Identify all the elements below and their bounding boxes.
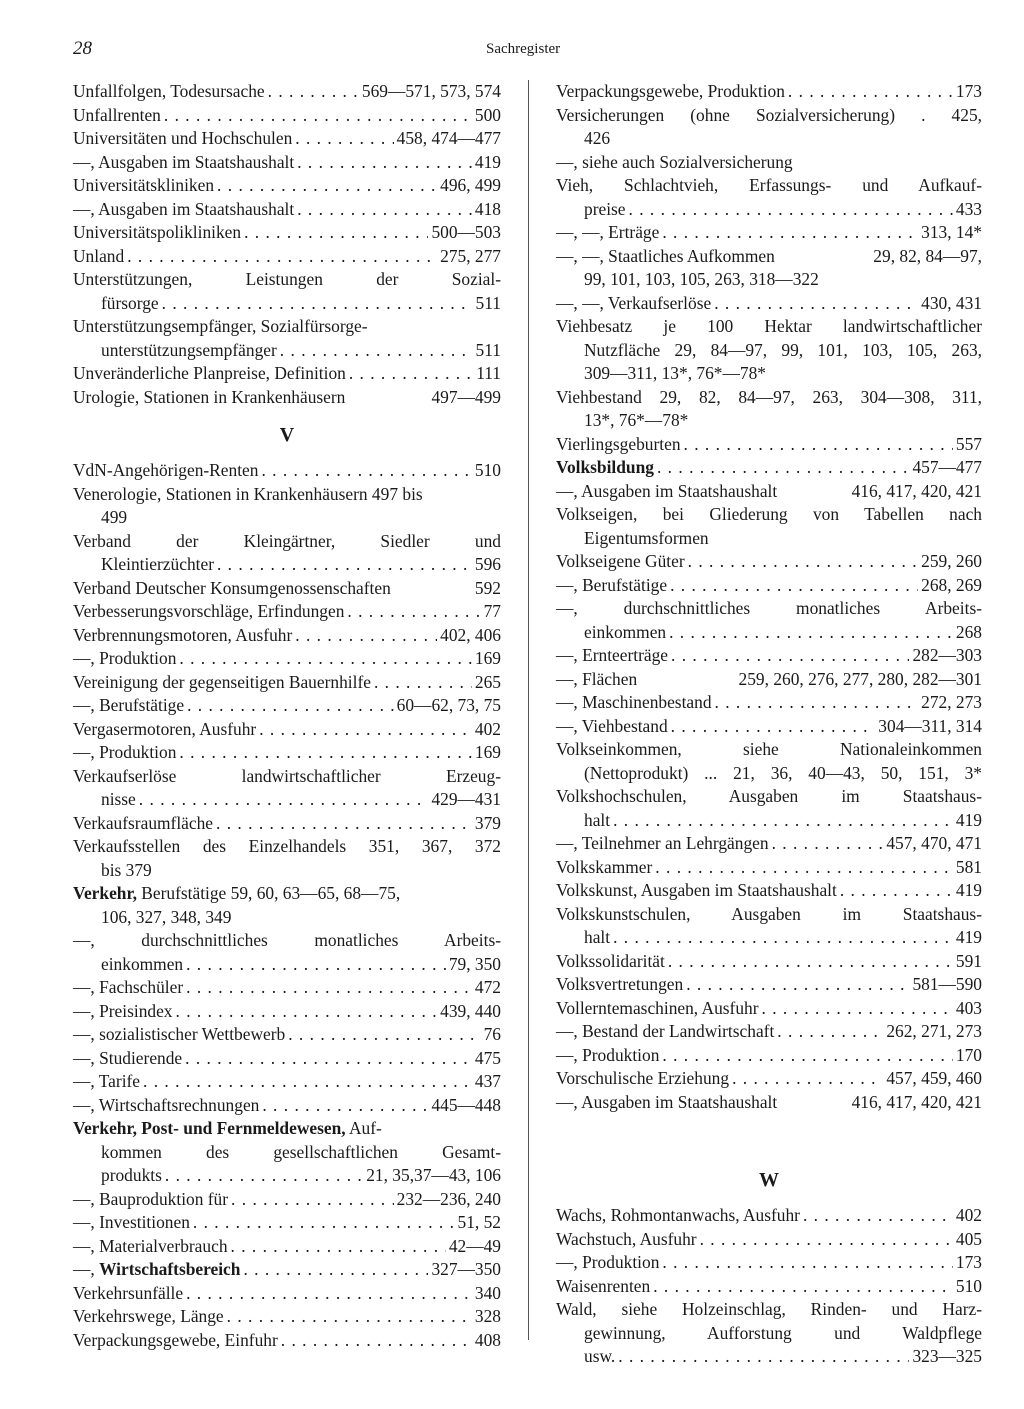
index-entry: Volksbildung . . . 457—477 bbox=[556, 456, 982, 480]
index-entry: usw. . . . 323—325 bbox=[556, 1345, 982, 1369]
index-entry: Verbesserungsvorschläge, Erfindungen . . . 77 bbox=[73, 600, 501, 624]
leader-dots bbox=[217, 553, 472, 577]
index-entry-line: Volkseigen, bei Gliederung von Tabellen nach bbox=[556, 504, 982, 524]
leader-dots bbox=[762, 997, 953, 1021]
leader-dots bbox=[288, 1023, 480, 1047]
index-entry: Waisenrenten . . . 510 bbox=[556, 1275, 982, 1299]
index-entry: —, Bestand der Landwirtschaft . . . 262, 271, 273 bbox=[556, 1020, 982, 1044]
index-entry: —, —, Verkaufserlöse . . . 430, 431 bbox=[556, 292, 982, 316]
index-entry: —, —, Erträge . . . 313, 14* bbox=[556, 221, 982, 245]
leader-dots bbox=[262, 1094, 428, 1118]
index-entry: Unveränderliche Planpreise, Definition . . . 111 bbox=[73, 362, 501, 386]
leader-dots bbox=[139, 788, 429, 812]
index-entry: —, Maschinenbestand . . . 272, 273 bbox=[556, 691, 982, 715]
index-entry: Wachs, Rohmontanwachs, Ausfuhr . . . 402 bbox=[556, 1204, 982, 1228]
leader-dots bbox=[668, 950, 953, 974]
index-entry-line: Viehbesatz je 100 Hektar landwirtschaftlicher bbox=[556, 316, 982, 336]
index-entry-line: —, siehe auch Sozialversicherung bbox=[556, 151, 793, 172]
leader-dots bbox=[281, 1329, 472, 1353]
leader-dots bbox=[347, 600, 480, 624]
bold-keyword: Volksbildung bbox=[556, 457, 654, 477]
index-entry: halt . . . 419 bbox=[556, 926, 982, 950]
index-entry-line: gewinnung, Aufforstung und Waldpflege bbox=[584, 1322, 982, 1343]
index-entry: Verpackungsgewebe, Produktion . . . 173 bbox=[556, 80, 982, 104]
leader-dots bbox=[261, 459, 471, 483]
section-letter-w: W bbox=[759, 1169, 779, 1191]
index-entry: —, Produktion . . . 169 bbox=[73, 647, 501, 671]
leader-dots bbox=[669, 621, 953, 645]
index-entry-line: 426 bbox=[584, 128, 611, 148]
leader-dots bbox=[349, 362, 473, 386]
index-entry: produkts . . . 21, 35,37—43, 106 bbox=[73, 1164, 501, 1188]
leader-dots bbox=[179, 741, 472, 765]
running-title: Sachregister bbox=[486, 41, 561, 57]
leader-dots bbox=[295, 624, 437, 648]
index-entry-line: Volkseinkommen, siehe Nationaleinkommen bbox=[556, 739, 982, 759]
index-entry: Verkaufsraumfläche . . . 379 bbox=[73, 812, 501, 836]
index-entry-line: Eigentumsformen bbox=[584, 527, 709, 548]
index-entry: Universitätskliniken . . . 496, 499 bbox=[73, 174, 501, 198]
leader-dots bbox=[840, 879, 953, 903]
index-entry: Volkseigene Güter . . . 259, 260 bbox=[556, 550, 982, 574]
index-entry: Vereinigung der gegenseitigen Bauernhilfe . . . 265 bbox=[73, 671, 501, 695]
index-entry: —, Ausgaben im Staatshaushalt . . . 418 bbox=[73, 198, 501, 222]
index-entry: —, —, Staatliches Aufkommen 29, 82, 84—97, bbox=[556, 245, 982, 266]
leader-dots bbox=[179, 647, 472, 671]
leader-dots bbox=[216, 812, 472, 836]
leader-dots bbox=[374, 671, 472, 695]
index-entry: —, Wirtschaftsbereich . . . 327—350 bbox=[73, 1258, 501, 1282]
index-entry: —, Investitionen . . . 51, 52 bbox=[73, 1211, 501, 1235]
column-divider bbox=[528, 80, 529, 1340]
bold-keyword: Verkehr, bbox=[73, 883, 137, 903]
index-entry: —, Teilnehmer an Lehrgängen . . . 457, 470, 471 bbox=[556, 832, 982, 856]
leader-dots bbox=[662, 1251, 953, 1275]
index-entry: Verkehrswege, Länge . . . 328 bbox=[73, 1305, 501, 1329]
leader-dots bbox=[732, 1067, 883, 1091]
leader-dots bbox=[143, 1070, 472, 1094]
page-header bbox=[0, 38, 1024, 62]
index-entry: —, Flächen 259, 260, 276, 277, 280, 282—301 bbox=[556, 668, 982, 689]
index-entry: —, sozialistischer Wettbewerb . . . 76 bbox=[73, 1023, 501, 1047]
index-entry-line: Verkaufserlöse landwirtschaftlicher Erzeug- bbox=[73, 765, 501, 786]
leader-dots bbox=[227, 1305, 472, 1329]
index-entry-line: Nutzfläche 29, 84—97, 99, 101, 103, 105, 263, bbox=[584, 339, 982, 360]
leader-dots bbox=[244, 221, 428, 245]
index-entry-line: —, durchschnittliches monatliches Arbeits- bbox=[73, 930, 501, 950]
index-entry: Universitäten und Hochschulen . . . 458, 474—477 bbox=[73, 127, 501, 151]
index-entry: einkommen . . . 79, 350 bbox=[73, 953, 501, 977]
index-entry: Vollerntemaschinen, Ausfuhr . . . 403 bbox=[556, 997, 982, 1021]
leader-dots bbox=[162, 292, 473, 316]
index-entry-line: Verkehr, Post- und Fernmeldewesen, Auf- bbox=[73, 1118, 382, 1138]
index-entry: —, Ausgaben im Staatshaushalt 416, 417, 420, 421 bbox=[556, 1091, 982, 1112]
index-entry: —, Berufstätige . . . 268, 269 bbox=[556, 574, 982, 598]
leader-dots bbox=[671, 644, 909, 668]
leader-dots bbox=[700, 1228, 953, 1252]
index-entry: —, Ausgaben im Staatshaushalt 416, 417, 420, 421 bbox=[556, 480, 982, 501]
leader-dots bbox=[268, 80, 359, 104]
index-entry: —, Bauproduktion für . . . 232—236, 240 bbox=[73, 1188, 501, 1212]
index-entry: —, Preisindex . . . 439, 440 bbox=[73, 1000, 501, 1024]
index-entry-line: Verband der Kleingärtner, Siedler und bbox=[73, 530, 501, 551]
index-entry: Volkssolidarität . . . 591 bbox=[556, 950, 982, 974]
index-entry-line: 106, 327, 348, 349 bbox=[101, 906, 232, 927]
index-entry: Verband Deutscher Konsumgenossenschaften 592 bbox=[73, 577, 501, 598]
index-column-left bbox=[73, 80, 501, 1352]
index-entry: halt . . . 419 bbox=[556, 809, 982, 833]
leader-dots bbox=[165, 1164, 363, 1188]
index-entry: —, Wirtschaftsrechnungen . . . 445—448 bbox=[73, 1094, 501, 1118]
leader-dots bbox=[217, 174, 437, 198]
index-entry: unterstützungsempfänger . . . 511 bbox=[73, 339, 501, 363]
leader-dots bbox=[176, 1000, 438, 1024]
index-entry: —, Viehbestand . . . 304—311, 314 bbox=[556, 715, 982, 739]
leader-dots bbox=[193, 1211, 455, 1235]
leader-dots bbox=[164, 104, 472, 128]
leader-dots bbox=[613, 926, 953, 950]
index-entry: fürsorge . . . 511 bbox=[73, 292, 501, 316]
leader-dots bbox=[613, 809, 953, 833]
leader-dots bbox=[243, 1258, 428, 1282]
leader-dots bbox=[186, 1282, 472, 1306]
index-entry-line: Wald, siehe Holzeinschlag, Rinden- und Harz- bbox=[556, 1299, 982, 1319]
page-number: 28 bbox=[73, 38, 92, 59]
index-entry: Vierlingsgeburten . . . 557 bbox=[556, 433, 982, 457]
index-entry: Vergasermotoren, Ausfuhr . . . 402 bbox=[73, 718, 501, 742]
leader-dots bbox=[297, 151, 472, 175]
index-entry: —, Ernteerträge . . . 282—303 bbox=[556, 644, 982, 668]
leader-dots bbox=[629, 198, 953, 222]
leader-dots bbox=[772, 832, 884, 856]
index-entry-line: Verkehr, Berufstätige 59, 60, 63—65, 68—75, bbox=[73, 883, 401, 903]
index-entry: nisse . . . 429—431 bbox=[73, 788, 501, 812]
index-entry: Unfallfolgen, Todesursache . . . 569—571, 573, 574 bbox=[73, 80, 501, 104]
index-entry-line: Versicherungen (ohne Sozialversicherung) . 425, bbox=[556, 104, 982, 125]
leader-dots bbox=[259, 718, 472, 742]
leader-dots bbox=[714, 292, 918, 316]
leader-dots bbox=[185, 1047, 472, 1071]
leader-dots bbox=[686, 973, 909, 997]
index-entry-line: Verkaufsstellen des Einzelhandels 351, 367, 372 bbox=[73, 836, 501, 856]
leader-dots bbox=[803, 1204, 953, 1228]
index-entry: preise . . . 433 bbox=[556, 198, 982, 222]
bold-keyword: Verkehr, Post- und Fernmeldewesen, bbox=[73, 1118, 346, 1138]
index-entry: Verpackungsgewebe, Einfuhr . . . 408 bbox=[73, 1329, 501, 1353]
index-entry: Verkehrsunfälle . . . 340 bbox=[73, 1282, 501, 1306]
index-entry-line: Volkskunstschulen, Ausgaben im Staatshaus- bbox=[556, 903, 982, 924]
leader-dots bbox=[684, 433, 953, 457]
section-letter-v: V bbox=[279, 424, 295, 446]
index-entry: Unland . . . 275, 277 bbox=[73, 245, 501, 269]
leader-dots bbox=[280, 339, 473, 363]
index-entry: Vorschulische Erziehung . . . 457, 459, 460 bbox=[556, 1067, 982, 1091]
leader-dots bbox=[186, 953, 446, 977]
leader-dots bbox=[657, 456, 909, 480]
index-entry: —, Ausgaben im Staatshaushalt . . . 419 bbox=[73, 151, 501, 175]
leader-dots bbox=[670, 574, 918, 598]
index-entry: —, Produktion . . . 169 bbox=[73, 741, 501, 765]
index-entry: —, Produktion . . . 170 bbox=[556, 1044, 982, 1068]
index-entry-line: kommen des gesellschaftlichen Gesamt- bbox=[101, 1141, 501, 1162]
index-entry: Verbrennungsmotoren, Ausfuhr . . . 402, 406 bbox=[73, 624, 501, 648]
index-entry: Unfallrenten . . . 500 bbox=[73, 104, 501, 128]
leader-dots bbox=[295, 127, 393, 151]
leader-dots bbox=[655, 856, 953, 880]
index-entry: —, Tarife . . . 437 bbox=[73, 1070, 501, 1094]
index-entry-line: Vieh, Schlachtvieh, Erfassungs- und Aufkauf- bbox=[556, 175, 982, 195]
leader-dots bbox=[186, 976, 472, 1000]
index-entry-line: Volkshochschulen, Ausgaben im Staatshaus- bbox=[556, 786, 982, 806]
index-entry: —, Materialverbrauch . . . 42—49 bbox=[73, 1235, 501, 1259]
index-entry: —, Berufstätige . . . 60—62, 73, 75 bbox=[73, 694, 501, 718]
leader-dots bbox=[231, 1188, 394, 1212]
leader-dots bbox=[127, 245, 437, 269]
index-entry: Wachstuch, Ausfuhr . . . 405 bbox=[556, 1228, 982, 1252]
index-entry-line: 13*, 76*—78* bbox=[584, 410, 689, 430]
leader-dots bbox=[618, 1345, 909, 1369]
index-entry-line: 499 bbox=[101, 507, 128, 527]
index-entry: —, Fachschüler . . . 472 bbox=[73, 976, 501, 1000]
leader-dots bbox=[688, 550, 918, 574]
index-entry-line: bis 379 bbox=[101, 859, 152, 880]
index-entry-line: Unterstützungen, Leistungen der Sozial- bbox=[73, 269, 501, 289]
leader-dots bbox=[715, 691, 919, 715]
index-entry: —, Produktion . . . 173 bbox=[556, 1251, 982, 1275]
leader-dots bbox=[297, 198, 472, 222]
index-entry-line: Venerologie, Stationen in Krankenhäusern 497 bis bbox=[73, 483, 423, 504]
index-entry: Urologie, Stationen in Krankenhäusern 497—499 bbox=[73, 386, 501, 407]
index-entry: —, Studierende . . . 475 bbox=[73, 1047, 501, 1071]
leader-dots bbox=[788, 80, 953, 104]
leader-dots bbox=[187, 694, 394, 718]
leader-dots bbox=[777, 1020, 883, 1044]
index-entry-line: —, durchschnittliches monatliches Arbeits- bbox=[556, 598, 982, 618]
index-entry-line: Viehbestand 29, 82, 84—97, 263, 304—308, 311, bbox=[556, 386, 982, 407]
index-entry: VdN-Angehörigen-Renten . . . 510 bbox=[73, 459, 501, 483]
index-entry: einkommen . . . 268 bbox=[556, 621, 982, 645]
index-column-right bbox=[556, 80, 982, 1369]
index-entry-line: (Nettoprodukt) ... 21, 36, 40—43, 50, 151, 3* bbox=[584, 762, 982, 783]
index-entry: Kleintierzüchter . . . 596 bbox=[73, 553, 501, 577]
index-entry: Universitätspolikliniken . . . 500—503 bbox=[73, 221, 501, 245]
index-entry: Volkskammer . . . 581 bbox=[556, 856, 982, 880]
leader-dots bbox=[653, 1275, 953, 1299]
bold-keyword: Wirtschaftsbereich bbox=[99, 1259, 241, 1279]
leader-dots bbox=[662, 1044, 953, 1068]
index-entry-line: 309—311, 13*, 76*—78* bbox=[584, 363, 766, 383]
index-entry: Volksvertretungen . . . 581—590 bbox=[556, 973, 982, 997]
index-entry: Volkskunst, Ausgaben im Staatshaushalt . . . 419 bbox=[556, 879, 982, 903]
index-entry-line: 99, 101, 103, 105, 263, 318—322 bbox=[584, 269, 819, 289]
leader-dots bbox=[662, 221, 918, 245]
leader-dots bbox=[231, 1235, 446, 1259]
leader-dots bbox=[671, 715, 876, 739]
index-entry-line: Unterstützungsempfänger, Sozialfürsorge- bbox=[73, 316, 368, 336]
